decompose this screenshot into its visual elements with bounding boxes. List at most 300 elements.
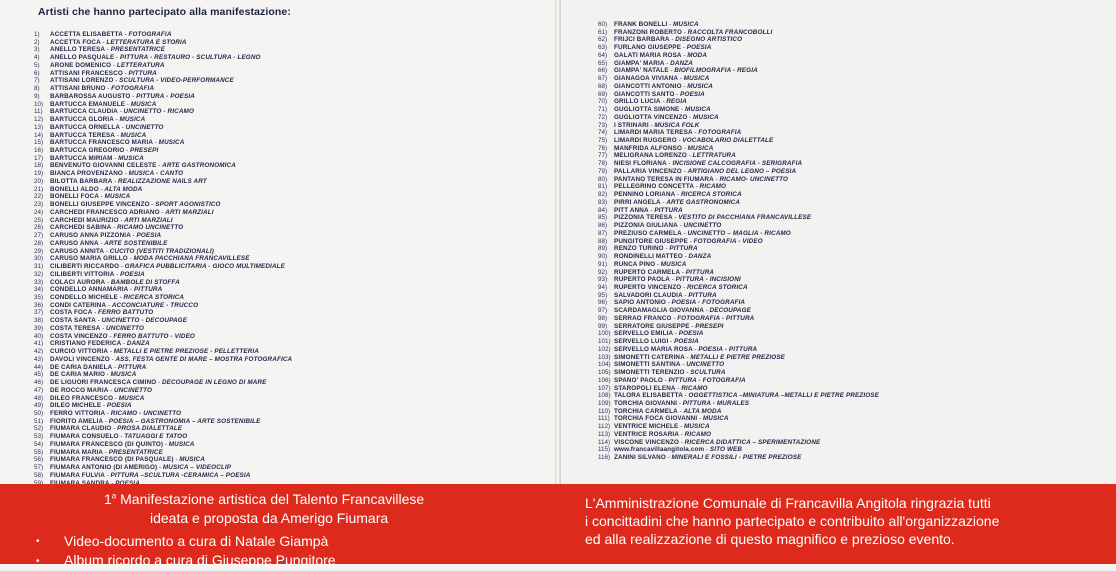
participant-discipline: MUSICA xyxy=(118,394,145,402)
participant-name: FIUMARA FRANCESCO (DI QUINTO) xyxy=(50,440,164,448)
separator: - xyxy=(121,340,127,348)
entry-number: 6) xyxy=(34,69,40,77)
entry-number: 23) xyxy=(34,201,44,209)
participant-discipline: POESIA xyxy=(674,338,699,346)
participant-discipline: FOTOGRAFIA xyxy=(128,31,172,38)
separator: - xyxy=(681,283,687,291)
entry-number: 108) xyxy=(598,392,611,400)
entry-number: 18) xyxy=(34,162,44,170)
entry-number: 44) xyxy=(34,363,44,371)
participant-name: LIMARDI MARIA TERESA xyxy=(614,129,693,137)
separator: - xyxy=(648,121,655,129)
entry-number: 35) xyxy=(34,293,44,301)
participant-name: GIAMPA' MARIA xyxy=(614,59,665,67)
separator: - xyxy=(104,247,110,255)
separator: - xyxy=(111,61,117,69)
participant-entry xyxy=(598,67,879,75)
participant-name: CONDELLO MICHELE xyxy=(50,293,118,301)
participant-entry xyxy=(34,170,292,178)
participant-name: DILEO MICHELE xyxy=(50,402,102,410)
separator: - xyxy=(687,237,694,245)
participant-name: SALVADORI CLAUDIA xyxy=(614,291,683,299)
participant-discipline: MUSICA xyxy=(179,456,205,464)
participant-entry xyxy=(598,75,879,83)
entry-number: 27) xyxy=(34,232,44,240)
participant-discipline: RICAMO- UNCINETTO xyxy=(719,175,789,183)
participant-discipline: POESIA xyxy=(686,44,712,52)
participant-entry xyxy=(598,98,879,106)
entry-number: 111) xyxy=(598,415,610,423)
participant-name: CURCIO VITTORIA xyxy=(50,348,109,356)
participant-discipline: MUSICA xyxy=(120,131,147,139)
entry-number: 78) xyxy=(598,160,608,168)
participant-name: PIZZONIA GIULIANA xyxy=(614,222,678,230)
participant-discipline: UNCINETTO – MAGLIA - RICAMO xyxy=(687,229,791,237)
separator: - xyxy=(99,193,105,201)
separator: - xyxy=(677,399,683,407)
separator: - xyxy=(130,92,137,100)
participant-discipline: DANZA xyxy=(670,59,693,67)
participant-name: CARUSO ANNITA xyxy=(50,247,105,255)
entry-number: 87) xyxy=(598,229,608,237)
entry-number: 54) xyxy=(34,440,44,448)
separator: - xyxy=(157,464,163,472)
participant-name: BARTUCCA GLORIA xyxy=(50,116,114,124)
entry-number: 21) xyxy=(34,185,44,193)
participant-entry xyxy=(598,230,879,238)
separator: - xyxy=(681,82,688,90)
separator: - xyxy=(98,185,105,193)
participant-name: FIUMARA MARIA xyxy=(50,448,104,456)
separator: - xyxy=(124,147,130,155)
separator: - xyxy=(120,123,126,131)
participant-discipline: POESIA – GASTRONOMIA – ARTE SOSTENIBILE xyxy=(108,417,261,425)
separator: - xyxy=(682,28,688,36)
edition-superscript: a xyxy=(111,491,117,501)
participant-discipline: SITO WEB xyxy=(709,446,743,454)
participant-discipline: UNCINETTO xyxy=(114,386,152,394)
participant-entry xyxy=(598,52,879,60)
participant-name: DAVOLI VINCENZO xyxy=(50,355,110,363)
participant-name: SERVELLO EMILIA xyxy=(614,330,674,338)
participant-name: SAPIO ANTONIO xyxy=(614,299,666,307)
separator: - xyxy=(668,338,675,346)
participant-name: ZANINI SILVANO xyxy=(614,454,666,462)
participant-entry xyxy=(598,276,879,284)
participant-discipline: SCULTURA xyxy=(690,369,726,377)
entry-number: 53) xyxy=(34,433,44,441)
entry-number: 57) xyxy=(34,464,44,472)
participant-entry xyxy=(34,186,292,194)
entry-number: 102) xyxy=(598,345,611,353)
participant-name: TALORA ELISABETTA xyxy=(614,392,683,400)
participant-discipline: PITTURA - POESIA xyxy=(136,92,195,100)
separator: - xyxy=(674,90,681,98)
participant-discipline: PRESEPI xyxy=(130,147,159,155)
entry-number: 52) xyxy=(34,425,44,433)
separator: - xyxy=(105,85,112,93)
participant-discipline: MUSICA xyxy=(684,106,711,114)
participant-name: SERRATORE GIUSEPPE xyxy=(614,322,690,330)
separator: - xyxy=(669,276,676,284)
entry-number: 63) xyxy=(598,44,608,52)
separator: - xyxy=(676,137,683,145)
participant-name: SPANO' PAOLO xyxy=(614,376,663,384)
participant-discipline: MUSICA xyxy=(687,82,713,90)
participant-name: GIANCOTTI SANTO xyxy=(614,90,675,98)
participant-name: FERRO VITTORIA xyxy=(50,409,106,417)
participant-entry xyxy=(34,340,292,348)
participant-entry xyxy=(598,292,879,300)
thanks-line: i concittadini che hanno partecipato e contribuito all'organizzazione xyxy=(585,513,1000,529)
participant-name: ATTISANI LORENZO xyxy=(50,77,114,85)
participant-discipline: MUSICA xyxy=(660,260,687,268)
participant-discipline: BIOFILMOGRAFIA - REGIA xyxy=(674,67,758,75)
entry-number: 116) xyxy=(598,454,611,462)
separator: - xyxy=(684,369,691,377)
entry-number: 86) xyxy=(598,222,608,230)
entry-number: 7) xyxy=(34,77,40,85)
participant-entry xyxy=(598,152,879,160)
entry-number: 112) xyxy=(598,423,611,431)
participant-name: RUPERTO CARMELA xyxy=(614,268,681,276)
participant-entry xyxy=(598,168,879,176)
participant-discipline: POESIA xyxy=(120,270,145,278)
entry-number: 36) xyxy=(34,301,44,309)
credits-list xyxy=(36,532,336,571)
entry-number: 43) xyxy=(34,355,44,363)
thanks-line: ed alla realizzazione di questo magnifico e prezioso evento. xyxy=(585,531,955,547)
entry-number: 45) xyxy=(34,371,44,379)
entry-number: 32) xyxy=(34,270,44,278)
separator: - xyxy=(684,353,691,361)
separator: - xyxy=(95,317,102,325)
participant-discipline: POESIA xyxy=(136,232,162,240)
participant-name: FIUMARA CLAUDIO xyxy=(50,425,112,433)
entry-number: 19) xyxy=(34,170,44,178)
participant-entry xyxy=(598,44,879,52)
entry-number: 115) xyxy=(598,446,611,454)
entry-number: 39) xyxy=(34,324,44,332)
separator: - xyxy=(675,191,681,199)
participant-discipline: FOTOGRAFIA - PITTURA xyxy=(677,314,755,322)
participant-name: VENTRICE ROSARIA xyxy=(614,430,680,438)
separator: - xyxy=(704,446,710,454)
entry-number: 37) xyxy=(34,309,44,317)
participant-entry xyxy=(34,217,292,225)
participant-name: FRANZONI ROBERTO xyxy=(614,28,683,36)
separator: - xyxy=(678,423,684,431)
participant-name: BARTUCCA CLAUDIA xyxy=(50,108,118,116)
participant-name: www.francavillaangitola.com xyxy=(614,446,705,454)
participant-name: CARCHEDI SABINA xyxy=(50,224,112,232)
participant-entry xyxy=(598,176,879,184)
participant-entry xyxy=(34,85,292,93)
separator: - xyxy=(109,355,116,363)
participant-entry xyxy=(34,294,292,302)
participant-entry xyxy=(34,178,292,186)
entry-number: 96) xyxy=(598,299,608,307)
entry-number: 74) xyxy=(598,129,608,137)
participant-name: CILIBERTI RICCARDO xyxy=(50,263,120,271)
participant-name: CARUSO MARIA GRILLO xyxy=(50,255,128,263)
separator: - xyxy=(671,314,678,322)
separator: - xyxy=(648,206,655,214)
participant-discipline: PRESEPI xyxy=(695,322,724,330)
participant-discipline: SCULTURA - VIDEO-PERFORMANCE xyxy=(119,77,234,85)
participant-discipline: PITTURA xyxy=(117,363,147,371)
participant-entry xyxy=(34,54,292,62)
entry-number: 95) xyxy=(598,291,608,299)
participant-name: GRILLO LUCIA xyxy=(614,98,661,106)
participant-discipline: ARTE GASTRONOMICA xyxy=(162,162,236,170)
participant-name: PITT ANNA xyxy=(614,206,649,214)
participant-entry xyxy=(598,199,879,207)
separator: - xyxy=(679,106,685,114)
participant-entry xyxy=(598,183,879,191)
separator: - xyxy=(682,144,688,152)
participant-discipline: UNCINETTO xyxy=(125,123,164,131)
participant-entry xyxy=(598,91,879,99)
participant-discipline: PROSA DIALETTALE xyxy=(117,425,183,433)
participant-discipline: RICAMO xyxy=(684,430,712,438)
entry-number: 85) xyxy=(598,214,608,222)
separator: - xyxy=(106,301,112,309)
participant-discipline: PITTURA xyxy=(685,268,715,276)
participant-discipline: DANZA xyxy=(688,253,712,261)
participant-name: MELIGRANA LORENZO xyxy=(614,152,687,160)
participant-entry xyxy=(598,191,879,199)
participant-name: ATTISANI BRUNO xyxy=(50,85,106,93)
participant-entry xyxy=(34,31,292,39)
participant-entry xyxy=(598,408,879,416)
participant-name: GIANAGOA VIVIANA xyxy=(614,75,679,83)
participant-name: SERVELLO LUIGI xyxy=(614,338,669,346)
entry-number: 99) xyxy=(598,322,608,330)
participant-entry xyxy=(34,402,292,410)
participant-entry xyxy=(598,423,879,431)
participant-discipline: MUSICA xyxy=(692,113,719,121)
participant-discipline: INCISIONE CALCOGRAFIA - SERIGRAFIA xyxy=(672,160,803,168)
separator: - xyxy=(115,131,121,139)
entry-number: 2) xyxy=(34,38,40,46)
edition-number: 1 xyxy=(104,491,112,507)
participant-entry xyxy=(34,132,292,140)
entry-number: 70) xyxy=(598,98,608,106)
entry-number: 107) xyxy=(598,384,611,392)
participant-name: PALLARIA VINCENZO xyxy=(614,167,682,175)
participant-discipline: UNCINETTO xyxy=(686,361,725,369)
separator: - xyxy=(660,198,667,206)
separator: - xyxy=(104,471,111,479)
entry-number: 92) xyxy=(598,268,608,276)
separator: - xyxy=(694,183,700,191)
entry-number: 12) xyxy=(34,116,44,124)
participant-discipline: RICERCA DIDATTICA – SPERIMENTAZIONE xyxy=(684,438,821,446)
entry-number: 80) xyxy=(598,175,608,183)
participant-name: COSTA TERESA xyxy=(50,324,101,332)
separator: - xyxy=(113,394,119,402)
separator: - xyxy=(672,214,679,222)
entry-number: 73) xyxy=(598,121,608,129)
separator: - xyxy=(153,139,159,147)
participant-name: NIESI FLORIANA xyxy=(614,160,667,168)
participant-entry xyxy=(598,222,879,230)
separator: - xyxy=(98,239,105,247)
separator: - xyxy=(662,376,669,384)
participant-name: BARTUCCA TERESA xyxy=(50,131,115,139)
separator: - xyxy=(692,345,699,353)
participant-entry xyxy=(34,108,292,116)
entry-number: 71) xyxy=(598,106,608,114)
participant-name: RONDINELLI MATTEO xyxy=(614,253,683,261)
participant-discipline: PITTURA xyxy=(654,206,683,214)
entry-number: 72) xyxy=(598,113,608,121)
participant-discipline: PITTURA - RESTAURO - SCULTURA - LEGNO xyxy=(120,54,261,62)
participant-discipline: MUSICA xyxy=(119,116,146,124)
separator: - xyxy=(668,67,675,75)
entry-number: 4) xyxy=(34,54,40,62)
participant-entry xyxy=(34,364,292,372)
participant-discipline: ARTI MARZIALI xyxy=(165,208,214,216)
participant-name: DE ROCCO MARIA xyxy=(50,386,109,394)
entry-number: 47) xyxy=(34,386,44,394)
separator: - xyxy=(100,38,107,46)
participant-discipline: PITTURA –SCULTURA -CERAMICA – POESIA xyxy=(110,471,251,479)
entry-number: 98) xyxy=(598,314,608,322)
entry-number: 81) xyxy=(598,183,608,191)
participant-discipline: DECOUPAGE IN LEGNO DI MARE xyxy=(161,379,267,387)
separator: - xyxy=(112,363,118,371)
entry-number: 100) xyxy=(598,330,611,338)
participant-discipline: VOCABOLARIO DIALETTALE xyxy=(682,137,774,145)
participant-entry xyxy=(34,209,292,217)
participant-discipline: METALLI E PIETRE PREZIOSE xyxy=(690,353,786,361)
entry-number: 55) xyxy=(34,448,44,456)
separator: - xyxy=(108,348,114,356)
participant-entry xyxy=(34,124,292,132)
participant-name: BIANCA PROVENZANO xyxy=(50,170,123,178)
participant-discipline: MUSICA xyxy=(110,371,137,379)
entry-number: 33) xyxy=(34,278,44,286)
credit-item xyxy=(36,551,336,570)
entry-number: 11) xyxy=(34,108,43,116)
participant-name: RUPERTO PAOLA xyxy=(614,276,670,284)
entry-number: 93) xyxy=(598,276,608,284)
participant-discipline: MUSICA xyxy=(104,193,131,201)
participant-entry xyxy=(34,286,292,294)
participant-discipline: PRESENTATRICE xyxy=(110,46,165,54)
entry-number: 51) xyxy=(34,417,44,425)
participant-name: SIMONETTI TERENZIO xyxy=(614,369,685,377)
participant-discipline: PITTURA xyxy=(133,286,163,294)
participant-discipline: MINERALI E FOSSILI - PIETRE PREZIOSE xyxy=(671,454,802,462)
participant-entry xyxy=(34,248,292,256)
separator: - xyxy=(105,278,111,286)
participant-entry xyxy=(598,354,879,362)
separator: - xyxy=(681,229,688,237)
entry-number: 91) xyxy=(598,260,608,268)
entry-number: 67) xyxy=(598,75,608,83)
participant-name: FIUMARA CONSUELO xyxy=(50,433,119,441)
participant-entry xyxy=(598,439,879,447)
participant-name: BENVENUTO GIOVANNI CELESTE xyxy=(50,162,157,170)
participant-entry xyxy=(34,46,292,54)
participant-name: FIUMARA FULVIA xyxy=(50,471,105,479)
separator: - xyxy=(105,409,111,417)
separator: - xyxy=(149,201,156,209)
participant-entry xyxy=(598,21,879,29)
event-title-text: Manifestazione artistica del Talento Francavillese xyxy=(116,491,425,507)
participant-discipline: PITTURA - FOTOGRAFIA xyxy=(668,376,746,384)
participant-entry xyxy=(598,431,879,439)
participant-name: COSTA SANTA xyxy=(50,317,96,325)
participant-discipline: RICAMO - UNCINETTO xyxy=(110,409,182,417)
participant-name: ACCETTA ELISABETTA xyxy=(50,31,123,38)
participant-name: BILOTTA BARBARA xyxy=(50,177,113,185)
participant-discipline: MUSICA xyxy=(702,415,729,423)
participant-entry xyxy=(34,410,292,418)
separator: - xyxy=(677,222,684,230)
participant-entry xyxy=(34,224,292,232)
entry-number: 9) xyxy=(34,92,40,100)
separator: - xyxy=(111,425,118,433)
participant-name: FIUMARA ANTONIO (DI AMERIGO) xyxy=(50,464,158,472)
entry-number: 62) xyxy=(598,36,608,44)
participant-discipline: GRAFICA PUBBLICITARIA - GIOCO MULTIMEDIALE xyxy=(124,263,285,271)
participant-name: PANTANO TERESA IN FIUMARA xyxy=(614,175,714,183)
participant-name: PREZIUSO CARMELA xyxy=(614,229,682,237)
participant-entry xyxy=(598,446,879,454)
participant-discipline: FERRO BATTUTO - VIDEO xyxy=(113,332,195,340)
participant-name: CONDI CATERINA xyxy=(50,301,107,309)
participant-entry xyxy=(34,77,292,85)
participant-name: SIMONETTI CATERINA xyxy=(614,353,685,361)
participant-name: CARUSO ANNA xyxy=(50,239,99,247)
participant-discipline: DISEGNO ARTISTICO xyxy=(675,36,743,44)
entry-number: 50) xyxy=(34,409,44,417)
participant-name: LIMARDI RUGGERO xyxy=(614,137,677,145)
separator: - xyxy=(125,100,131,108)
entry-number: 38) xyxy=(34,317,44,325)
participant-name: COSTA FOCA xyxy=(50,309,93,317)
entry-number: 42) xyxy=(34,348,44,356)
separator: - xyxy=(103,417,109,425)
participant-discipline: MUSICA xyxy=(687,144,714,152)
separator: - xyxy=(92,309,99,317)
participant-entry xyxy=(598,315,879,323)
participant-entry xyxy=(34,387,292,395)
entry-number: 20) xyxy=(34,177,44,185)
separator: - xyxy=(173,456,180,464)
participant-entry xyxy=(598,330,879,338)
participant-discipline: MUSICA xyxy=(130,100,157,108)
participant-entry xyxy=(34,70,292,78)
entry-number: 60) xyxy=(598,21,608,28)
participant-name: SERRAO FRANCO xyxy=(614,314,672,322)
participant-entry xyxy=(598,122,879,130)
participant-entry xyxy=(598,145,879,153)
participant-discipline: ASS. FESTA GENTE DI MARE – MOSTRA FOTOGRAFICA xyxy=(115,355,293,363)
entry-number: 66) xyxy=(598,67,608,75)
participant-discipline: TATUAGGI E TATOO xyxy=(124,433,188,441)
credit-item xyxy=(36,532,336,551)
separator: - xyxy=(679,438,685,446)
participant-entry xyxy=(34,441,292,449)
entry-number: 29) xyxy=(34,247,44,255)
participant-entry xyxy=(34,464,292,472)
separator: - xyxy=(680,268,686,276)
